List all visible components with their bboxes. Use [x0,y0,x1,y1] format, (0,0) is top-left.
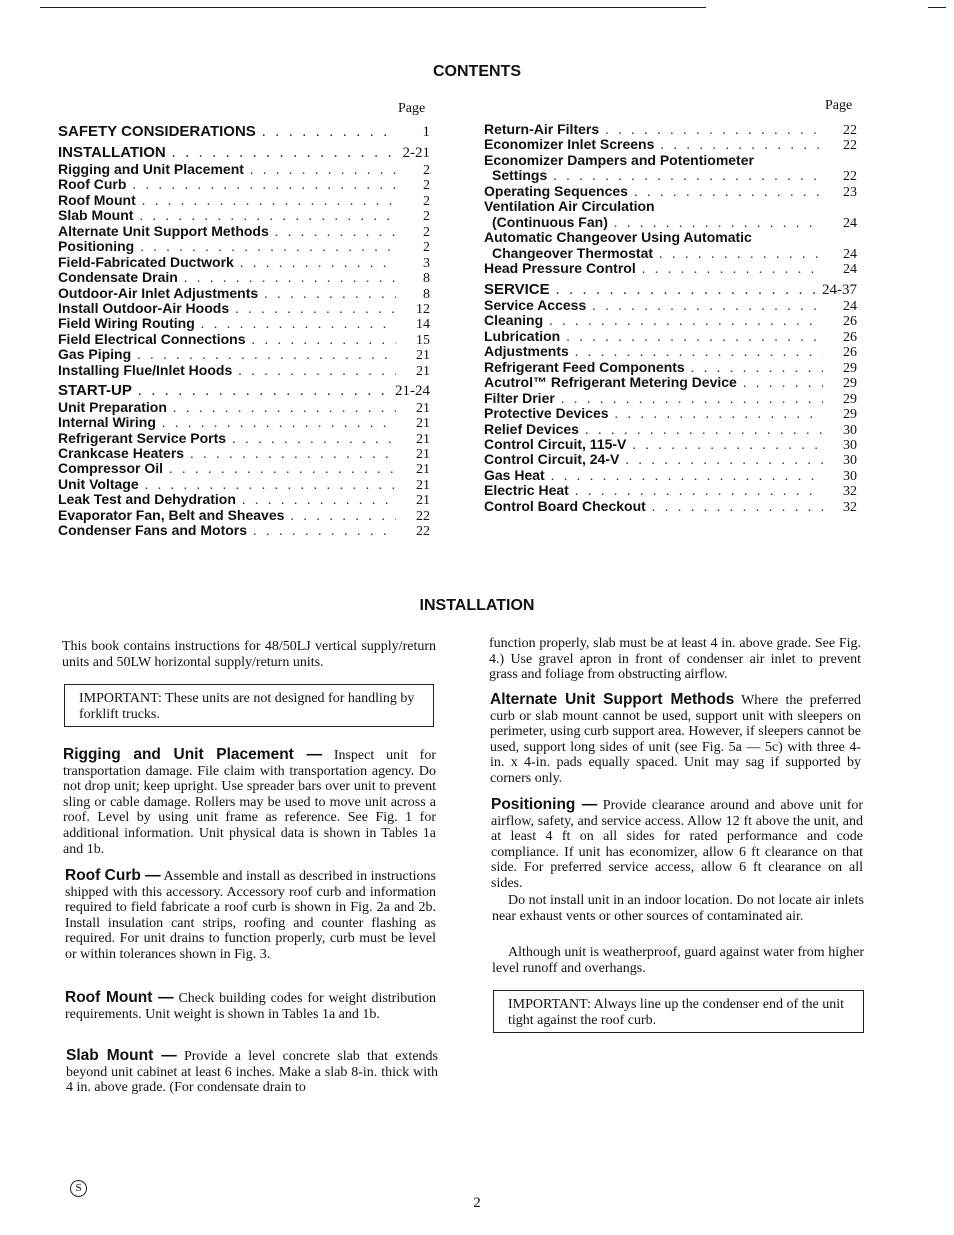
toc-entry-label: Protective Devices [484,405,609,422]
toc-entry [484,498,857,516]
toc-entry [58,145,430,161]
top-rule [40,7,706,8]
indoor-location-paragraph: Do not install unit in an indoor location. Do not locate air inlets near exhaust vents or other sources of contaminated air. [492,893,864,924]
toc-entry-label: Settings [492,167,548,184]
toc-entry-label: Rigging and Unit Placement [58,160,244,177]
toc-leader-dots [138,383,389,399]
brand-logo-mark: S [70,1180,87,1197]
roof-mount-heading: Roof Mount — [65,989,174,1006]
toc-entry-page: 30 [843,438,857,453]
toc-entry-page: 29 [843,391,857,407]
alternate-support-heading: Alternate Unit Support Methods [490,691,735,708]
toc-entry-label: Return-Air Filters [484,121,600,137]
roof-curb-section [65,868,436,963]
toc-entry-page: 24-37 [822,281,857,298]
toc-entry: Automatic Changeover Using Automatic [484,229,752,246]
toc-entry-label: Cleaning [484,312,544,329]
toc-entry-label: Operating Sequences [484,182,628,199]
alternate-support-section [490,692,861,787]
toc-entry-page: 21 [416,416,430,432]
toc-entry-page: 21 [416,348,430,364]
toc-entry-page: 30 [843,468,857,484]
toc-entry [484,282,857,298]
roof-curb-text: Assemble and install as described in instructions shipped with this accessory. Accessory roof curb and information required to field fabricate a roof curb is shown in Fig. 2a and 2b. Install insulation cant strips, roofing and counter flashing as required. For unit drains to function properly, curb must be level or within tolerances shown in Fig. 3. [65,869,436,962]
toc-entry-label: Unit Voltage [58,475,139,492]
toc-right-page-label: Page [825,98,853,113]
toc-entry-label: Compressor Oil [58,460,164,477]
toc-entry [484,260,857,278]
toc-leader-dots [634,185,823,201]
toc-entry-label: INSTALLATION [58,144,166,162]
toc-entry-label: Positioning [58,238,135,255]
toc-entry-page: 21 [416,462,430,478]
toc-entry-label: Leak Test and Dehydration [58,491,236,508]
toc-entry-label: Refrigerant Service Ports [58,429,227,446]
toc-entry-page: 32 [843,484,857,500]
slab-mount-heading: Slab Mount — [66,1047,177,1064]
toc-left-page-label: Page [398,101,426,116]
toc-entry-page: 2 [423,178,430,194]
toc-entry-page: 22 [416,508,430,524]
toc-entry-label: Gas Heat [484,466,545,483]
toc-entry: Economizer Dampers and Potentiometer [484,151,754,168]
toc-leader-dots [652,500,823,516]
intro-paragraph: This book contains instructions for 48/50LJ vertical supply/return units and 50LW horizontal supply/return units. [62,639,436,670]
toc-entry-label: Internal Wiring [58,414,156,431]
toc-entry-label: Slab Mount [58,207,134,224]
toc-entry-page: 1 [422,124,430,140]
contents-title: CONTENTS [433,63,521,80]
toc-entry-label: SERVICE [484,280,550,298]
toc-entry [58,362,430,380]
toc-entry-label: Condenser Fans and Motors [58,522,248,539]
alternate-support-text: Where the preferred curb or slab mount cannot be used, support unit with sleepers on perimeter, using curb support area. However, if sleepers cannot be used, support long sides of unit (see Fig. 5a — 5c) with three 4-in. x 4-in. pads equally spaced. Unit may sag if supported by corners only. [490,693,862,786]
toc-entry-page: 2 [423,240,430,256]
toc-entry-page: 26 [843,345,857,361]
toc-entry-label: SAFETY CONSIDERATIONS [58,123,256,140]
toc-entry-page: 26 [843,314,857,330]
toc-entry-page: 8 [423,286,430,302]
toc-entry-page: 30 [843,422,857,438]
installation-title: INSTALLATION [419,597,535,614]
top-rule-right [928,7,946,8]
positioning-section [491,797,863,892]
toc-entry-label: Lubrication [484,327,561,344]
toc-entry-page: 29 [843,376,857,392]
important-note-forklift: IMPORTANT: These units are not designed for handling by forklift trucks. [64,684,434,727]
rigging-text: Inspect unit for transportation damage. File claim with transportation agency. Do not drop unit; keep upright. Use spreader bars over unit to prevent sling or cable damage. Rollers may be used to move unit across a roof. Level by using unit frame as reference. See Fig. 1 for additional information. Unit physical data is shown in Tables 1a and 1b. [63,748,437,857]
page-number: 2 [473,1195,481,1211]
toc-entry-page: 24 [843,262,857,278]
toc-entry [58,124,430,140]
weatherproof-paragraph: Although unit is weatherproof, guard against water from higher level runoff and overhangs. [492,945,864,976]
toc-entry-page: 30 [843,453,857,469]
toc-leader-dots [642,262,823,278]
toc-entry-label: Field-Fabricated Ductwork [58,253,234,270]
toc-entry [58,522,430,540]
toc-entry-label: Roof Mount [58,191,136,208]
toc-entry-page: 3 [423,255,430,271]
toc-entry-label: Install Outdoor-Air Hoods [58,299,230,316]
toc-entry-label: Head Pressure Control [484,260,636,277]
slab-mount-section [66,1048,438,1096]
toc-entry-label: Filter Drier [484,389,555,406]
slab-continued-text: function properly, slab must be at least 4 in. above grade. See Fig. 4.) Use gravel apron in front of condenser air inlet to prevent grass and foliage from obstructing airflow. [489,636,861,683]
toc-entry-label: Evaporator Fan, Belt and Sheaves [58,506,285,523]
toc-entry-page: 22 [843,169,857,185]
toc-entry-page: 24 [843,215,857,231]
toc-leader-dots [172,145,396,161]
roof-curb-heading: Roof Curb — [65,867,161,884]
toc-entry-page: 2-21 [402,145,430,162]
toc-entry-page: 22 [843,138,857,154]
toc-entry-label: Changeover Thermostat [492,244,654,261]
toc-entry-label: Electric Heat [484,482,569,499]
toc-entry-label: Control Circuit, 115-V [484,436,627,452]
toc-entry-label: Gas Piping [58,346,132,363]
positioning-text: Provide clearance around and above unit for airflow, safety, and service access. Allow 12 ft above the unit, and at least 4 ft on all sides for rated performance and code compliance. If unit has economizer, allow 6 ft clearance on that side. For preferred service access, allow 6 ft clearance on all sides. [491,798,864,891]
toc-entry-label: Installing Flue/Inlet Hoods [58,361,233,378]
toc-entry-page: 21 [416,363,430,379]
toc-leader-dots [238,364,396,380]
toc-entry-page: 21 [416,447,430,462]
toc-leader-dots [556,282,816,298]
roof-mount-section [65,990,436,1022]
toc-entry-page: 21 [416,431,430,447]
toc-entry-label: Refrigerant Feed Components [484,358,685,375]
toc-entry-label: Economizer Inlet Screens [484,136,655,153]
rigging-section [63,747,436,857]
toc-entry [58,383,430,399]
toc-entry-page: 32 [843,499,857,515]
toc-entry-page: 21-24 [395,383,430,400]
toc-entry-page: 2 [423,193,430,209]
toc-entry-label: Condensate Drain [58,269,178,286]
toc-entry-label: Outdoor-Air Inlet Adjustments [58,284,259,301]
important-note-condenser: IMPORTANT: Always line up the condenser end of the unit tight against the roof curb. [493,990,864,1033]
toc-entry-label: Field Electrical Connections [58,330,246,347]
positioning-heading: Positioning — [491,796,598,813]
toc-entry-page: 2 [423,209,430,225]
toc-entry-page: 22 [843,123,857,138]
toc-entry-page: 14 [416,317,430,333]
toc-entry-label: Adjustments [484,343,569,360]
toc-entry-label: Service Access [484,296,587,313]
toc-entry-page: 29 [843,407,857,423]
toc-entry-page: 22 [416,524,430,540]
slab-mount-text: Provide a level concrete slab that extends beyond unit cabinet at least 6 inches. Make a slab 8-in. thick with 4 in. above grade. (For condensate drain to [66,1049,438,1096]
toc-entry-page: 21 [416,400,430,416]
toc-entry-page: 8 [423,271,430,287]
rigging-heading: Rigging and Unit Placement — [63,746,322,763]
toc-entry: Ventilation Air Circulation [484,198,655,215]
toc-leader-dots [253,524,396,540]
toc-entry-label: Unit Preparation [58,398,167,415]
toc-entry-page: 2 [423,224,430,240]
toc-entry-label: Crankcase Heaters [58,445,185,461]
toc-entry-label: Relief Devices [484,420,579,437]
toc-entry-page: 15 [416,332,430,348]
toc-entry-page: 24 [843,246,857,262]
toc-entry-label: Control Board Checkout [484,497,646,514]
toc-entry-label: START-UP [58,382,132,400]
toc-entry-page: 12 [416,301,430,317]
toc-entry-label: Control Circuit, 24-V [484,451,620,468]
toc-entry-label: Field Wiring Routing [58,315,195,332]
toc-entry-page: 29 [843,360,857,376]
toc-entry-page: 2 [423,162,430,178]
toc-entry-label: Alternate Unit Support Methods [58,222,269,239]
toc-entry-label: Acutrol™ Refrigerant Metering Device [484,374,737,391]
toc-entry-label: (Continuous Fan) [492,213,608,230]
toc-entry-page: 21 [416,493,430,509]
toc-entry-page: 21 [416,477,430,493]
toc-entry-page: 26 [843,329,857,345]
toc-leader-dots [262,124,396,140]
toc-entry-page: 23 [843,184,857,200]
toc-entry-page: 24 [843,298,857,314]
roof-mount-text: Check building codes for weight distribution requirements. Unit weight is shown in Tables 1a and 1b. [65,991,437,1022]
toc-entry-label: Roof Curb [58,176,127,193]
